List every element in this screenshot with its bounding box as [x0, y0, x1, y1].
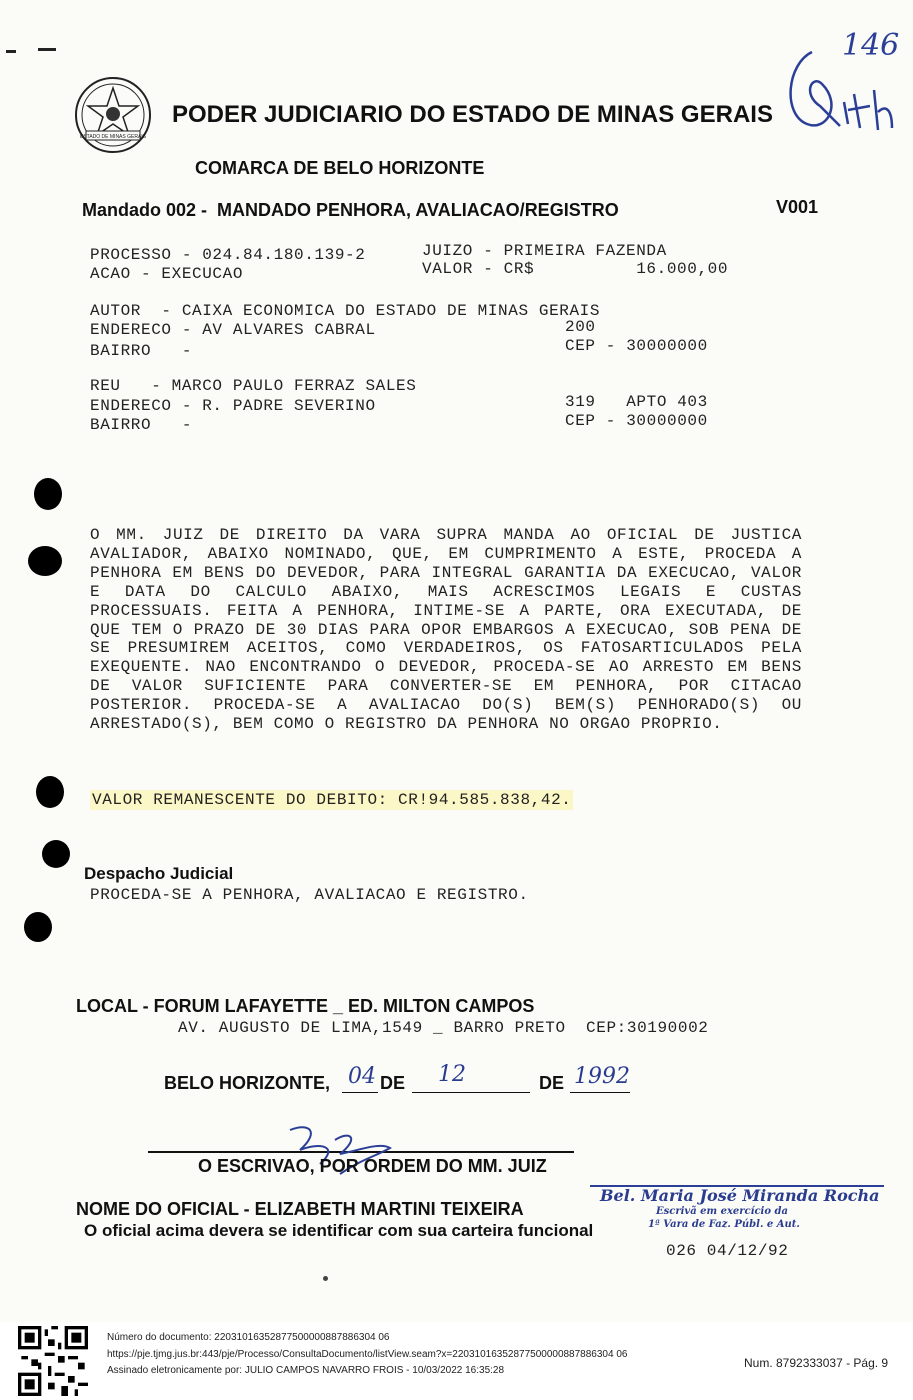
stamp-name: Bel. Maria José Miranda Rocha — [600, 1186, 880, 1205]
date-de2: DE — [539, 1073, 565, 1093]
reu-numero: 319 APTO 403 — [565, 393, 708, 411]
punch-hole — [36, 776, 64, 808]
autor-cep: CEP - 30000000 — [565, 337, 708, 355]
court-title: PODER JUDICIARIO DO ESTADO DE MINAS GERAIS — [172, 101, 773, 128]
seal-text: ESTADO DE MINAS GERAIS — [79, 134, 147, 140]
date-month: 12 — [438, 1062, 466, 1087]
date-year: 1992 — [574, 1064, 630, 1089]
state-seal-icon — [72, 76, 154, 154]
autor-bairro: BAIRRO - — [90, 342, 193, 360]
mandado-title: Mandado 002 - MANDADO PENHORA, AVALIACAO/REGISTRO — [82, 200, 619, 220]
punch-hole — [34, 478, 62, 510]
mandado-code: V001 — [776, 197, 819, 217]
page-stamp-number: 146 — [842, 28, 900, 63]
local-title: LOCAL - FORUM LAFAYETTE _ ED. MILTON CAMPOS — [76, 996, 535, 1016]
reu-name: REU - MARCO PAULO FERRAZ SALES — [90, 377, 417, 395]
despacho-text: PROCEDA-SE A PENHORA, AVALIACAO E REGISTRO. — [90, 886, 529, 904]
punch-hole — [24, 912, 52, 942]
scan-mark — [6, 50, 16, 53]
footer-numero: Número do documento: 22031016352877500000887886304 06 — [107, 1332, 390, 1343]
footer-assinado: Assinado eletronicamente por: JULIO CAMPOS NAVARRO FROIS - 10/03/2022 16:35:28 — [107, 1365, 505, 1376]
qr-code-icon — [18, 1326, 88, 1396]
scan-mark — [323, 1276, 328, 1281]
stamp-line3: 1ª Vara de Faz. Públ. e Aut. — [648, 1219, 800, 1230]
processo-number: PROCESSO - 024.84.180.139-2 — [90, 246, 366, 264]
date-prefix: BELO HORIZONTE, — [164, 1073, 330, 1093]
doc-code: 026 04/12/92 — [666, 1242, 789, 1260]
local-address: AV. AUGUSTO DE LIMA,1549 _ BARRO PRETO CEP:30190002 — [178, 1019, 709, 1037]
footer-page-number: Num. 8792333037 - Pág. 9 — [744, 1356, 889, 1370]
reu-endereco: ENDERECO - R. PADRE SEVERINO — [90, 397, 376, 415]
footer-url[interactable]: https://pje.tjmg.jus.br:443/pje/Processo/ConsultaDocumento/listView.seam?x=22031016352877500000887886304 06 — [107, 1349, 628, 1360]
reu-cep: CEP - 30000000 — [565, 412, 708, 430]
autor-name: AUTOR - CAIXA ECONOMICA DO ESTADO DE MINAS GERAIS — [90, 302, 601, 320]
valor: VALOR - CR$ 16.000,00 — [422, 260, 729, 278]
punch-hole — [42, 840, 70, 868]
reu-bairro: BAIRRO - — [90, 416, 193, 434]
date-day: 04 — [348, 1064, 376, 1089]
valor-remanescente: VALOR REMANESCENTE DO DEBITO: CR!94.585.838,42. — [92, 791, 572, 809]
stamp-line2: Escrivã em exercício da — [656, 1206, 788, 1217]
comarca: COMARCA DE BELO HORIZONTE — [195, 158, 485, 178]
punch-hole — [28, 546, 62, 576]
escrivao-text: O ESCRIVAO, POR ORDEM DO MM. JUIZ — [198, 1156, 547, 1176]
oficial-note: O oficial acima devera se identificar com sua carteira funcional — [84, 1221, 594, 1240]
autor-numero: 200 — [565, 318, 596, 336]
despacho-heading: Despacho Judicial — [84, 864, 234, 883]
pje-footer — [0, 1322, 913, 1400]
acao: ACAO - EXECUCAO — [90, 265, 244, 283]
handwritten-initials-icon — [782, 44, 902, 140]
autor-endereco: ENDERECO - AV ALVARES CABRAL — [90, 321, 376, 339]
scan-mark — [38, 48, 56, 51]
mandado-body: O MM. JUIZ DE DIREITO DA VARA SUPRA MANDA AO OFICIAL DE JUSTICA AVALIADOR, ABAIXO NOMINADO, QUE, EM CUMPRIMENTO A ESTE, PROCEDA A PENHORA EM BENS DO DEVEDOR, PARA INTEGRAL GARANTIA DA EXECUCAO, VALOR E DATA DO CALCULO ABAIXO, MAIS ACRESCIMOS LEGAIS E CUSTAS PROCESSUAIS. FEITA A PENHORA, INTIME-SE A PARTE, ORA EXECUTADA, DE QUE TEM O PRAZO DE 30 DIAS PARA OPOR EMBARGOS A EXECUCAO, SOB PENA DE SE PRESUMIREM ACEITOS, COMO VERDADEIROS, OS FATOSARTICULADOS PELA EXEQUENTE. NAO ENCONTRANDO O DEVEDOR, PROCEDA-SE AO ARRESTO EM BENS DE VALOR SUFICIENTE PARA CONVERTER-SE EM PENHORA, POR CITACAO POSTERIOR. PROCEDA-SE A AVALIACAO DO(S) BEM(S) PENHORADO(S) OU ARRESTADO(S), BEM COMO O REGISTRO DA PENHORA NO ORGAO PROPRIO. — [90, 526, 802, 734]
oficial-name: NOME DO OFICIAL - ELIZABETH MARTINI TEIXEIRA — [76, 1199, 524, 1219]
juizo: JUIZO - PRIMEIRA FAZENDA — [422, 242, 667, 260]
date-de1: DE — [380, 1073, 406, 1093]
month-field — [412, 1070, 530, 1093]
